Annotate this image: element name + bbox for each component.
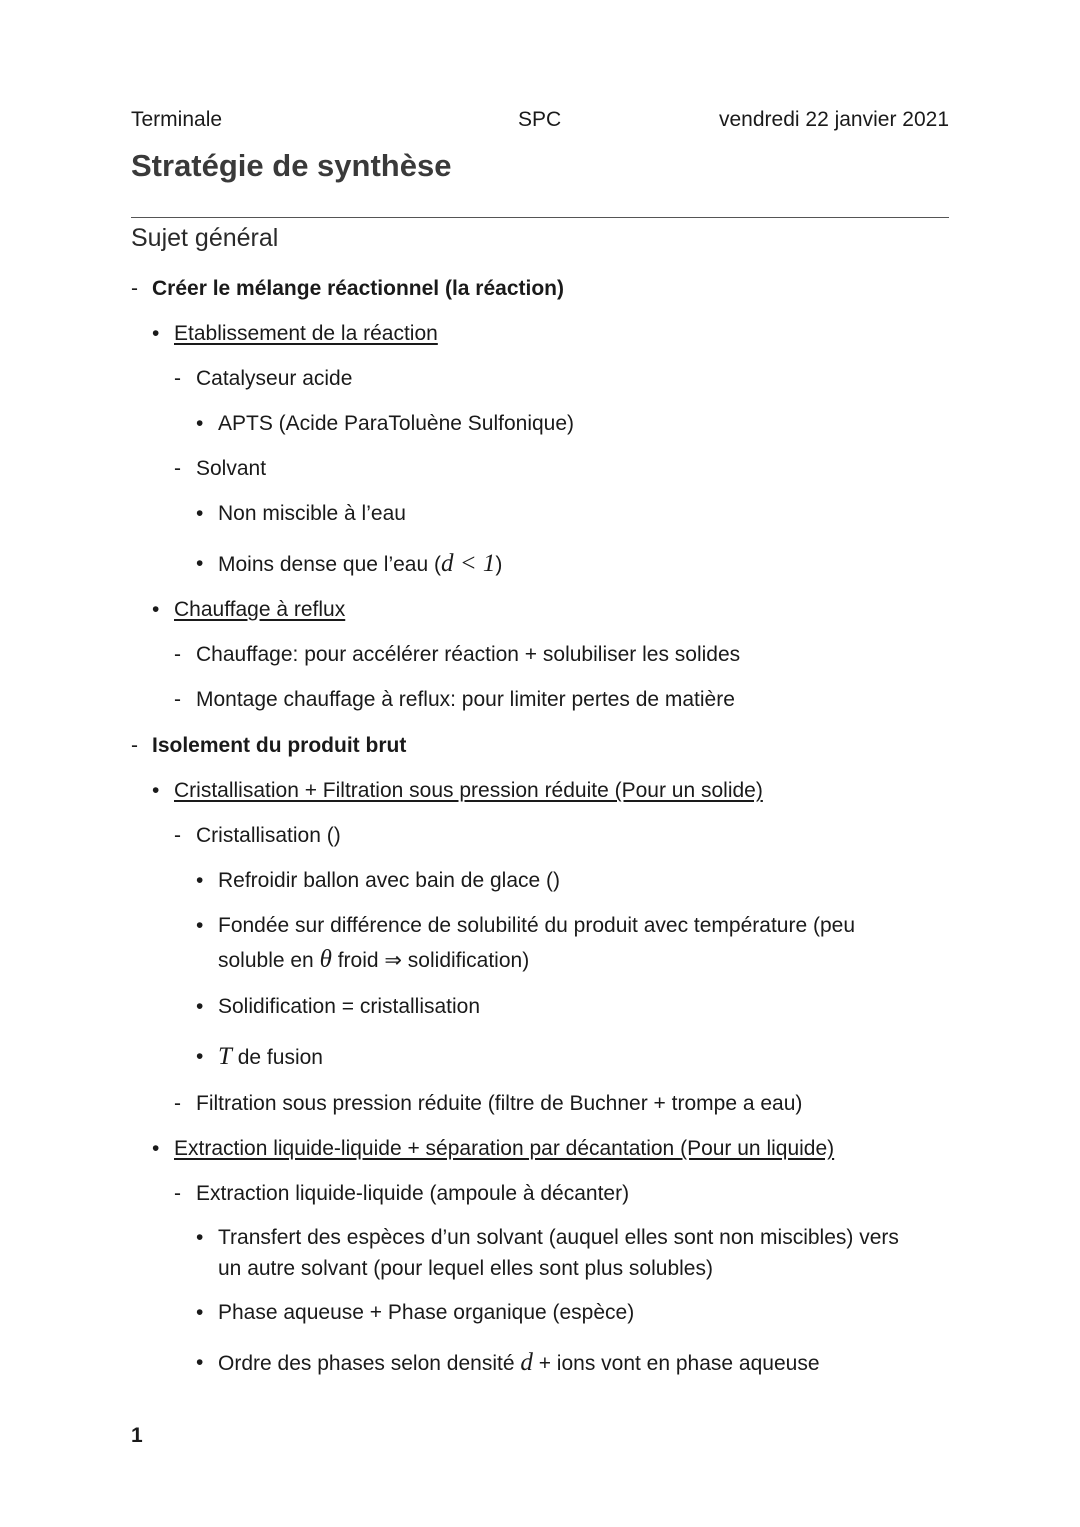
outline-item: Extraction liquide-liquide (ampoule à décanter) [196, 1182, 630, 1205]
outline-text: Ordre des phases selon densité [218, 1352, 521, 1375]
bullet-marker: • [152, 779, 160, 802]
dash-marker: - [174, 457, 181, 480]
math-expression: d [520, 1349, 533, 1376]
outline-item: Cristallisation () [196, 824, 341, 847]
header-class: Terminale [131, 108, 223, 131]
bullet-marker: • [196, 552, 204, 575]
outline-text: ) [495, 553, 503, 576]
dash-marker: - [174, 824, 181, 847]
header-subject: SPC [518, 108, 562, 131]
math-expression: T [218, 1043, 232, 1070]
dash-marker: - [174, 1092, 181, 1115]
outline-text: + ions vont en phase aqueuse [532, 1352, 820, 1375]
outline-text: Moins dense que l’eau ( [218, 553, 441, 576]
dash-marker: - [174, 1182, 181, 1205]
outline-item: Cristallisation + Filtration sous pression réduite (Pour un solide) [174, 779, 763, 802]
outline-item: Filtration sous pression réduite (filtre de Buchner + trompe a eau) [196, 1092, 803, 1115]
bullet-marker: • [196, 1045, 204, 1068]
outline-text: froid ⇒ solidification) [331, 949, 530, 972]
bullet-marker: • [196, 502, 204, 525]
outline-text: soluble en [218, 949, 320, 972]
math-expression: d < 1 [440, 550, 496, 577]
outline-item: Solidification = cristallisation [218, 995, 481, 1018]
dash-marker: - [174, 688, 181, 711]
outline-item: Non miscible à l’eau [218, 502, 406, 525]
math-expression: θ [319, 946, 332, 973]
outline-item: Chauffage à reflux [174, 598, 346, 621]
outline-item [218, 1041, 323, 1073]
outline-item [218, 548, 502, 580]
bullet-marker: • [196, 995, 204, 1018]
outline-item: Transfert des espèces d’un solvant (auquel elles sont non miscibles) vers [218, 1226, 899, 1249]
outline-item: Phase aqueuse + Phase organique (espèce) [218, 1301, 635, 1324]
dash-marker: - [131, 734, 138, 757]
page-number: 1 [131, 1424, 143, 1447]
bullet-marker: • [196, 1301, 204, 1324]
outline-item-continuation: un autre solvant (pour lequel elles sont plus solubles) [218, 1257, 713, 1280]
bullet-marker: • [196, 1351, 204, 1374]
page-header [131, 108, 949, 136]
dash-marker: - [174, 367, 181, 390]
outline-item: Chauffage: pour accélérer réaction + solubiliser les solides [196, 643, 741, 666]
bullet-marker: • [152, 322, 160, 345]
outline-item [218, 1347, 820, 1379]
title-divider [131, 217, 949, 218]
bullet-marker: • [152, 1137, 160, 1160]
section-heading: Sujet général [131, 224, 279, 252]
dash-marker: - [174, 643, 181, 666]
bullet-marker: • [152, 598, 160, 621]
outline-item: Créer le mélange réactionnel (la réaction) [152, 277, 564, 300]
outline-item: Montage chauffage à reflux: pour limiter pertes de matière [196, 688, 735, 711]
bullet-marker: • [196, 869, 204, 892]
bullet-marker: • [196, 1226, 204, 1249]
outline-item: Etablissement de la réaction [174, 322, 438, 345]
dash-marker: - [131, 277, 138, 300]
page-title: Stratégie de synthèse [131, 148, 452, 183]
outline-item: Solvant [196, 457, 267, 480]
outline-item: Isolement du produit brut [152, 734, 407, 757]
header-date: vendredi 22 janvier 2021 [719, 108, 949, 131]
outline-item: Fondée sur différence de solubilité du produit avec température (peu [218, 914, 856, 937]
outline-item: Extraction liquide-liquide + séparation par décantation (Pour un liquide) [174, 1137, 835, 1160]
bullet-marker: • [196, 914, 204, 937]
outline-text: de fusion [231, 1046, 323, 1069]
bullet-marker: • [196, 412, 204, 435]
outline-item: Refroidir ballon avec bain de glace () [218, 869, 561, 892]
outline-item: APTS (Acide ParaToluène Sulfonique) [218, 412, 575, 435]
outline-item-continuation [218, 944, 529, 976]
outline-item: Catalyseur acide [196, 367, 353, 390]
